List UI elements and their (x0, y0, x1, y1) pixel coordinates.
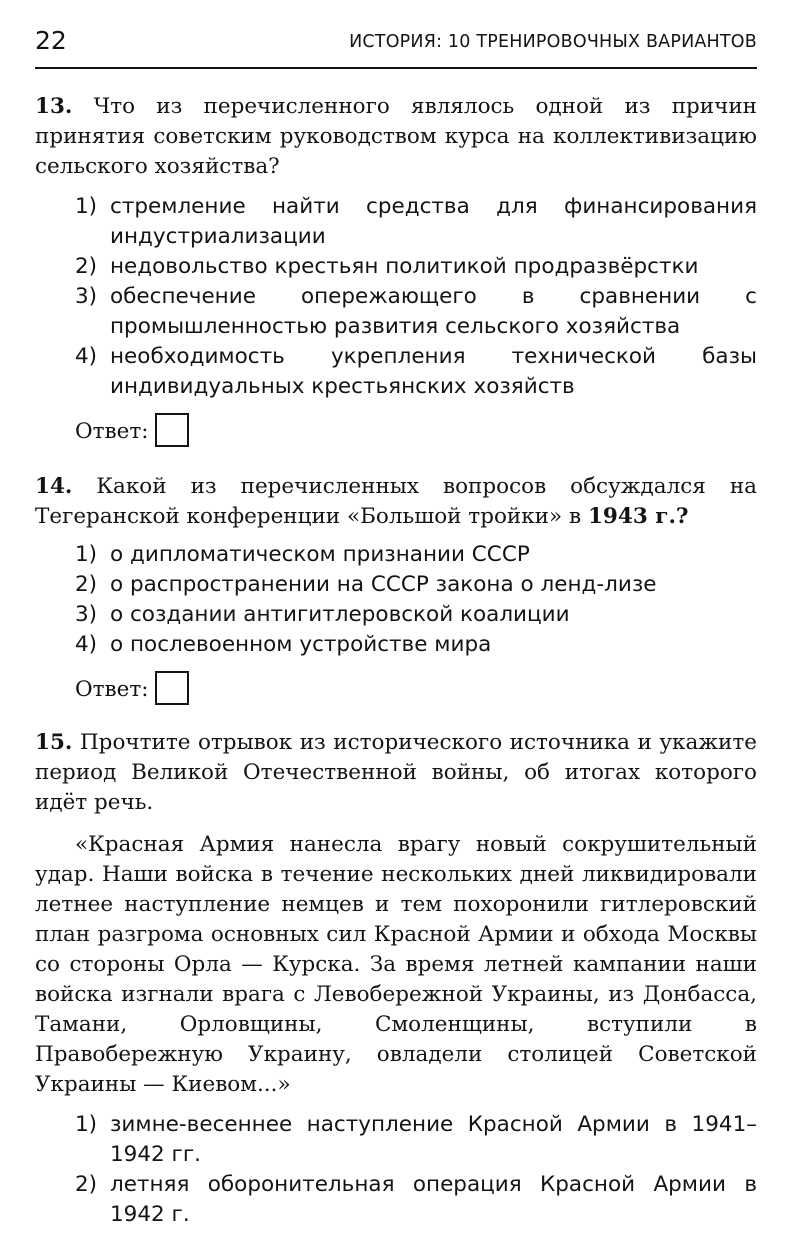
question-15-number: 15. (35, 730, 73, 755)
option-number: 1) (75, 194, 98, 219)
option-number: 2) (75, 254, 98, 279)
option-number: 4) (75, 632, 98, 657)
option-text: о послевоенном устройстве мира (110, 632, 492, 657)
question-14-number: 14. (35, 474, 73, 499)
answer-box[interactable] (155, 413, 189, 447)
option-number: 3) (75, 602, 98, 627)
question-13-option-1[interactable] (35, 192, 757, 252)
option-text: о распространении на СССР закона о ленд-лизе (110, 572, 657, 597)
question-15-option-2[interactable] (35, 1170, 757, 1230)
option-text: обеспечение опережающего в сравнении с промышленностью развития сельского хозяйства (110, 284, 757, 339)
option-text: стремление найти средства для финансирования индустриализации (110, 194, 757, 249)
question-13-option-4[interactable] (35, 342, 757, 402)
page-header (35, 0, 757, 69)
answer-label: Ответ: (75, 677, 149, 702)
question-15-option-1[interactable] (35, 1110, 757, 1170)
source-quote: «Красная Армия нанесла врагу новый сокрушительный удар. Наши войска в течение нескольких дней ликвидировали летнее наступление немцев и тем похоронили гитлеровский план разгрома основных сил Красной Армии и обхода Москвы со стороны Орла — Курска. За время летней кампании наши войска изгнали врага с Левобережной Украины, из Донбасса, Тамани, Орловщины, Смоленщины, вступили в Правобережную Украину, овладели столицей Советской Украины — Киевом...» (35, 832, 757, 1097)
question-14-option-3[interactable] (35, 600, 757, 630)
question-14-text: Какой из перечисленных вопросов обсуждался на Тегеранской конференции «Большой тройки» в (35, 474, 757, 529)
option-number: 2) (75, 1172, 98, 1197)
option-text: зимне-весеннее наступление Красной Армии в 1941–1942 гг. (110, 1112, 757, 1167)
option-number: 3) (75, 284, 98, 309)
question-14-year: 1943 г.? (587, 504, 689, 529)
answer-label: Ответ: (75, 419, 149, 444)
question-13-answer (35, 414, 757, 450)
option-number: 1) (75, 542, 98, 567)
question-14-option-2[interactable] (35, 570, 757, 600)
question-15-text: Прочтите отрывок из исторического источника и укажите период Великой Отечественной войны, об итогах которого идёт речь. (35, 730, 757, 815)
book-title: ИСТОРИЯ: 10 ТРЕНИРОВОЧНЫХ ВАРИАНТОВ (349, 32, 757, 52)
answer-box[interactable] (155, 671, 189, 705)
question-14-option-4[interactable] (35, 630, 757, 660)
question-14-stem (35, 472, 757, 532)
question-13 (35, 92, 757, 450)
question-14-answer (35, 672, 757, 708)
question-14-option-1[interactable] (35, 540, 757, 570)
option-number: 2) (75, 572, 98, 597)
option-text: недовольство крестьян политикой продразвёрстки (110, 254, 699, 279)
page-number: 22 (35, 26, 67, 55)
question-13-option-3[interactable] (35, 282, 757, 342)
option-number: 1) (75, 1112, 98, 1137)
question-15-stem (35, 728, 757, 818)
question-13-text: Что из перечисленного являлось одной из причин принятия советским руководством курса на коллективизацию сельского хозяйства? (35, 94, 757, 179)
option-text: о создании антигитлеровской коалиции (110, 602, 570, 627)
option-text: летняя оборонительная операция Красной Армии в 1942 г. (110, 1172, 757, 1227)
question-14 (35, 472, 757, 708)
option-text: необходимость укрепления технической базы индивидуальных крестьянских хозяйств (110, 344, 757, 399)
question-13-number: 13. (35, 94, 73, 119)
question-15 (35, 728, 757, 1230)
question-13-option-2[interactable] (35, 252, 757, 282)
option-text: о дипломатическом признании СССР (110, 542, 530, 567)
option-number: 4) (75, 344, 98, 369)
question-13-stem (35, 92, 757, 182)
